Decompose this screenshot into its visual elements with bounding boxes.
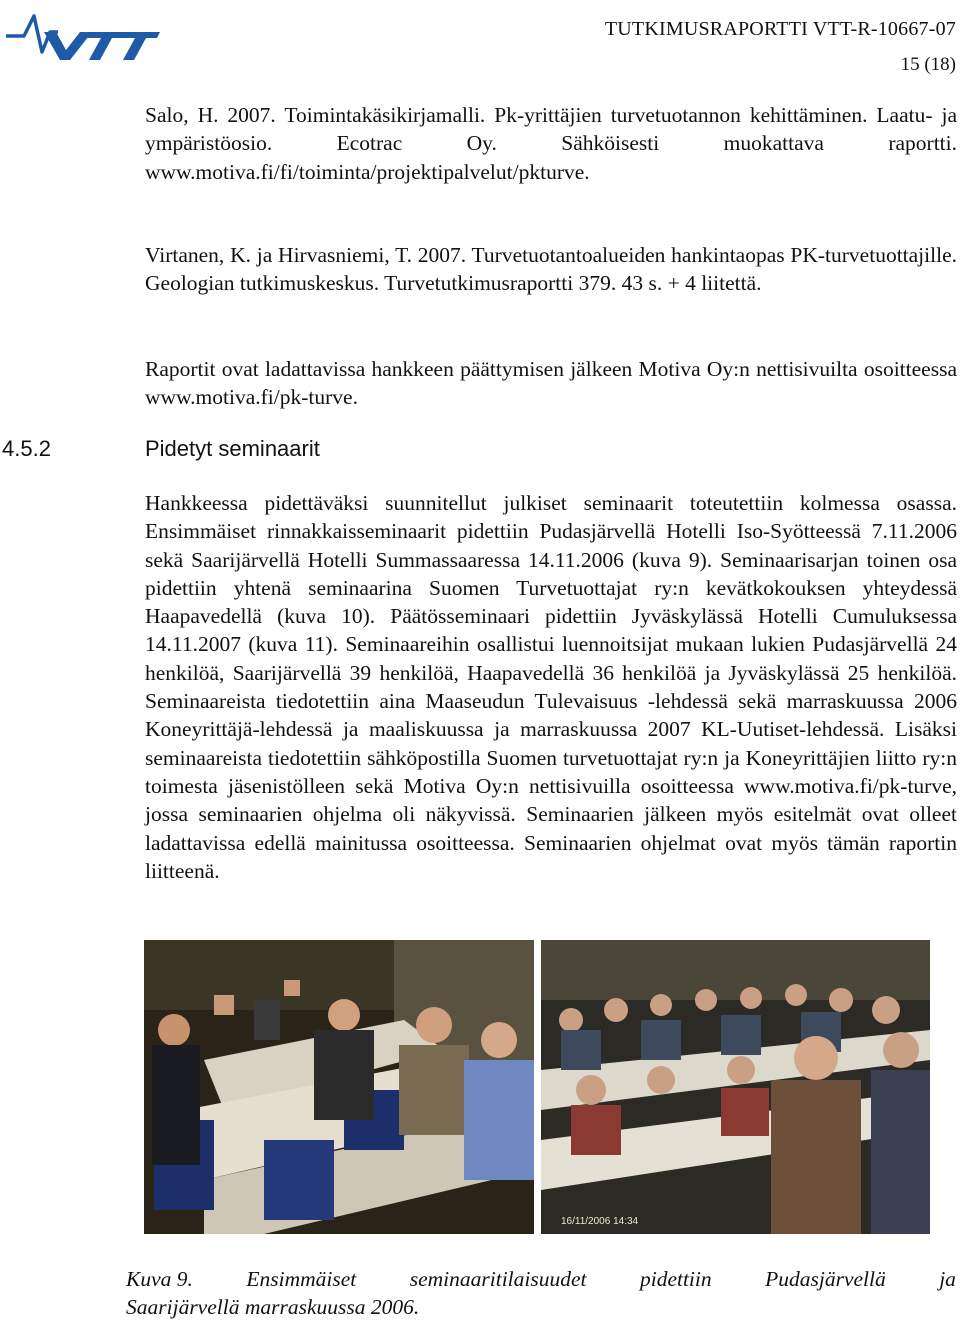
reference-salo: Salo, H. 2007. Toimintakäsikirjamalli. Pk-yrittäjien turvetuotannon kehittäminen. Laatu- ja ympäristöosio. Ecotrac Oy. Sähköisesti muokattava raportti. www.motiva.fi/fi/toiminta/projektipalvelut/pkturve. — [145, 103, 957, 184]
body-paragraph: Hankkeessa pidettäväksi suunnitellut julkiset seminaarit toteutettiin kolmessa osassa. Ensimmäiset rinnakkaisseminaarit pidettiin Pudasjärvellä Hotelli Iso-Syötteessä 7.11.2006 sekä Saarijärvellä Hotelli Summassaaressa 14.11.2006 (kuva 9). Seminaarisarjan toinen osa pidettiin yhtenä seminaarina Suomen Turvetuottajat ry:n kevätkokouksen yhteydessä Haapavedellä (kuva 10). Päätösseminaari pidettiin Jyväskylässä Hotelli Cumuluksessa 14.11.2007 (kuva 11). Seminaareihin osallistui luennoitsijat mukaan lukien Pudasjärvellä 24 henkilöä, Saarijärvellä 39 henkilöä, Haapavedellä 36 henkilöä ja Jyväskylässä 25 henkilöä. Seminaareista tiedotettiin aina Maaseudun Tulevaisuus -lehdessä sekä marraskuussa 2006 Koneyrittäjä-lehdessä ja maaliskuussa ja marraskuussa 2007 KL-Uutiset-lehdessä. Lisäksi seminaareista tiedotettiin sähköpostilla Suomen turvetuottajat ry:n ja Koneyrittäjien liitto ry:n toimesta jäsenistölleen sekä Motiva Oy:n nettisivuilla osoitteessa www.motiva.fi/pk-turve, jossa seminaarien ohjelma oli näkyvissä. Seminaarien jälkeen myös esitelmät ovat olleet ladattavissa edellä mainitussa osoitteessa. Seminaarien ohjelmat ovat myös tämän raportin liitteenä. — [145, 491, 957, 883]
reference-virtanen: Virtanen, K. ja Hirvasniemi, T. 2007. Turvetuotantoalueiden hankintaopas PK-turvetuottajille. Geologian tutkimuskeskus. Turvetutkimusraportti 379. 43 s. + 4 liitettä. — [145, 243, 957, 296]
photo-saarijarvi — [541, 940, 930, 1234]
caption-word: Pudasjärvellä — [765, 1267, 886, 1291]
download-note: Raportit ovat ladattavissa hankkeen päättymisen jälkeen Motiva Oy:n nettisivuilta osoitteessa www.motiva.fi/pk-turve. — [145, 357, 957, 410]
caption-word: Ensimmäiset — [246, 1267, 357, 1291]
section-number: 4.5.2 — [2, 436, 51, 461]
figure-caption — [126, 1265, 956, 1321]
caption-word: ja — [939, 1267, 956, 1291]
vtt-logo-icon — [4, 6, 160, 64]
photo-timestamp: 16/11/2006 14:34 — [561, 1216, 639, 1227]
seminar-photo-right — [541, 940, 930, 1234]
section-title: Pidetyt seminaarit — [145, 436, 320, 461]
caption-line-2: Saarijärvellä marraskuussa 2006. — [126, 1295, 420, 1319]
photo-pudasjarvi — [144, 940, 534, 1234]
caption-word: Kuva 9. — [126, 1267, 193, 1291]
page-number: 15 (18) — [900, 54, 956, 75]
vtt-logo — [4, 6, 160, 64]
caption-line-1 — [126, 1265, 956, 1293]
report-id: TUTKIMUSRAPORTTI VTT-R-10667-07 — [604, 18, 956, 40]
svg-text:VTT: VTT — [4, 6, 6, 7]
seminar-photo-left — [144, 940, 534, 1234]
caption-word: seminaaritilaisuudet — [409, 1267, 587, 1291]
caption-word: pidettiin — [639, 1267, 712, 1291]
